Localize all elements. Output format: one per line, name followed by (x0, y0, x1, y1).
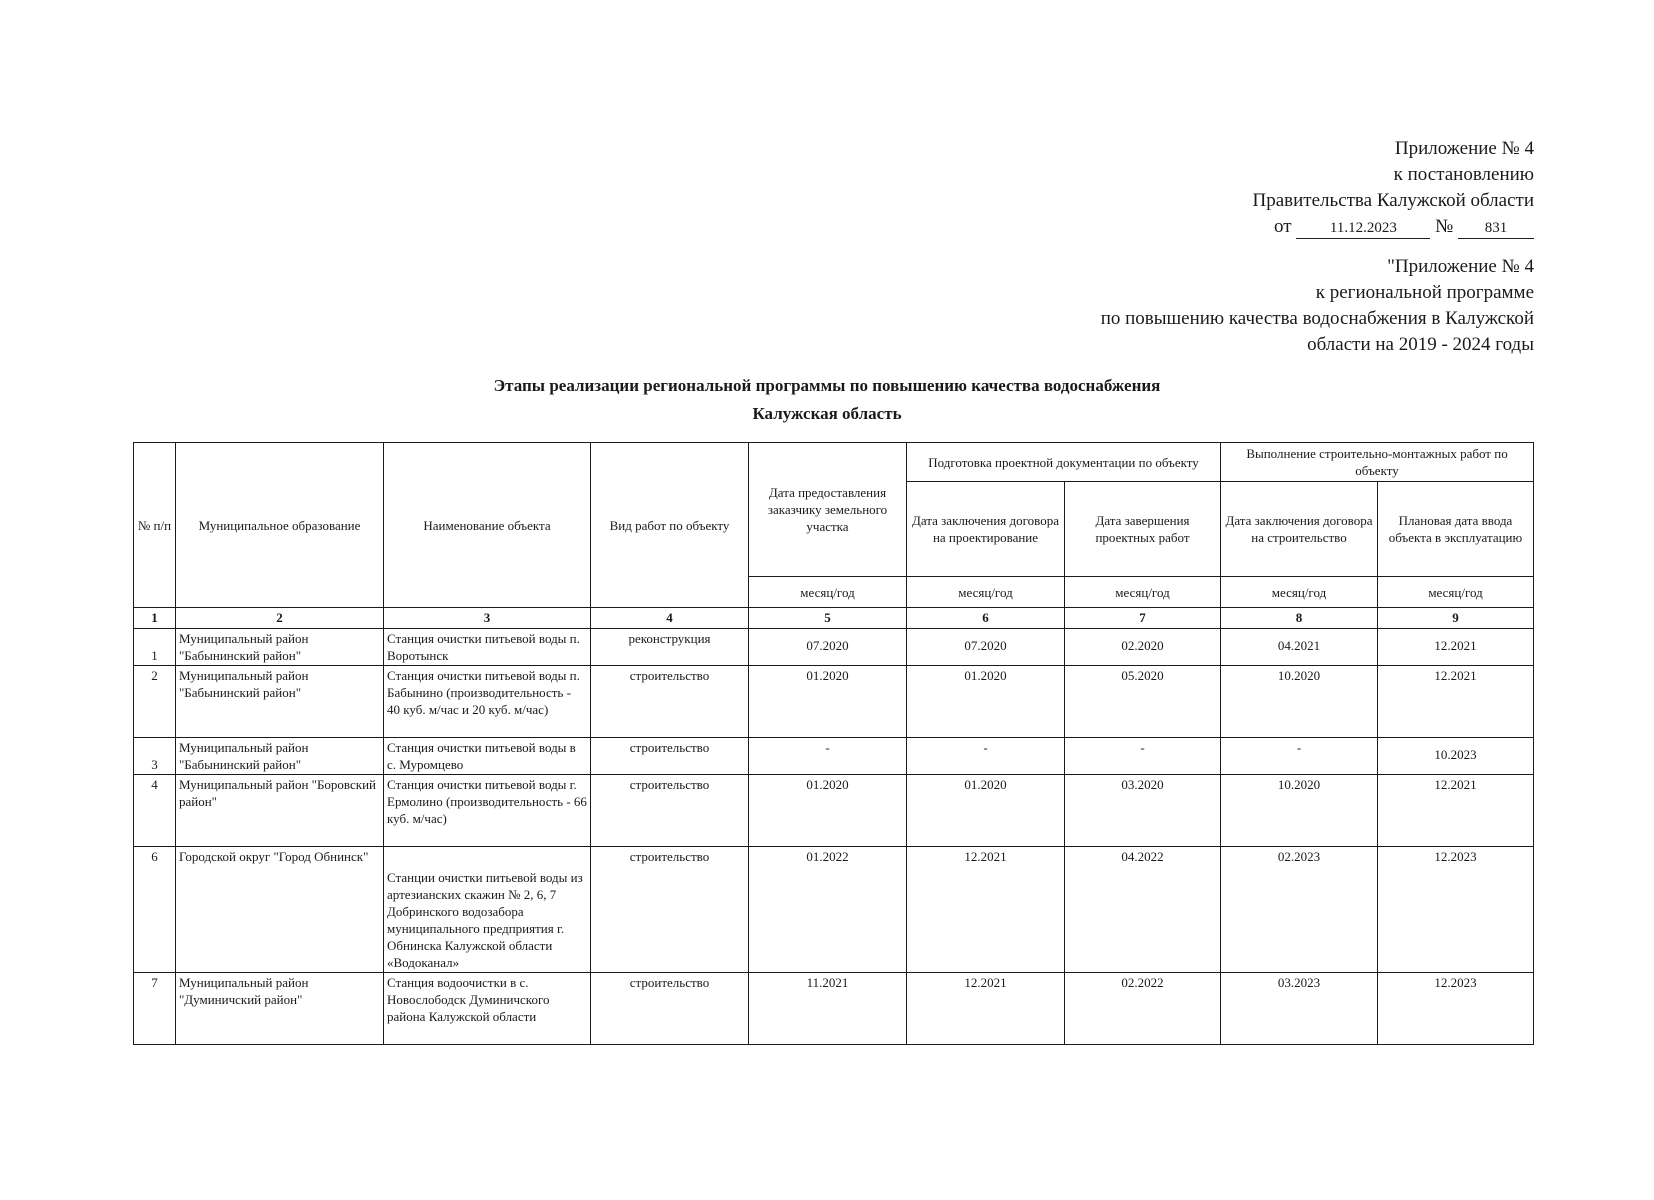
program-ref-line-3: по повышению качества водоснабжения в Калужской (1100, 308, 1534, 329)
column-number: 7 (1065, 608, 1221, 629)
appendix-header (1253, 136, 1534, 240)
header-land-date: Дата предоставления заказчику земельного участка (749, 443, 907, 577)
row-land-date: 07.2020 (749, 629, 907, 666)
row-num: 2 (134, 666, 176, 738)
header-object-name: Наименование объекта (384, 443, 591, 608)
row-num: 3 (134, 738, 176, 775)
row-object-name: Станция очистки питьевой воды в с. Муромцево (384, 738, 591, 775)
column-number: 5 (749, 608, 907, 629)
row-municipality: Муниципальный район "Бабынинский район" (176, 629, 384, 666)
row-design-contract: 12.2021 (907, 973, 1065, 1045)
row-work-type: строительство (591, 666, 749, 738)
row-municipality: Муниципальный район "Боровский район" (176, 775, 384, 847)
appendix-decree: к постановлению (1393, 164, 1534, 185)
row-design-contract: 01.2020 (907, 666, 1065, 738)
row-municipality: Муниципальный район "Думиничский район" (176, 973, 384, 1045)
row-municipality: Муниципальный район "Бабынинский район" (176, 738, 384, 775)
row-object-name: Станция водоочистки в с. Новослободск Думиничского района Калужской области (384, 973, 591, 1045)
title-line-2: Калужская область (752, 404, 902, 423)
column-number: 2 (176, 608, 384, 629)
header-municipality: Муниципальное образование (176, 443, 384, 608)
row-land-date: 01.2020 (749, 775, 907, 847)
row-construction-contract: 03.2023 (1221, 973, 1378, 1045)
row-work-type: строительство (591, 775, 749, 847)
header-design-contract: Дата заключения договора на проектирование (907, 482, 1065, 577)
appendix-title: Приложение № 4 (1394, 138, 1534, 159)
header-unit: месяц/год (907, 577, 1065, 608)
header-num: № п/п (134, 443, 176, 608)
stages-table (133, 442, 1534, 1045)
table-row (134, 847, 1534, 973)
header-commissioning: Плановая дата ввода объекта в эксплуатацию (1378, 482, 1534, 577)
column-number: 8 (1221, 608, 1378, 629)
header-unit: месяц/год (749, 577, 907, 608)
decree-date: 11.12.2023 (1296, 218, 1430, 239)
column-number: 6 (907, 608, 1065, 629)
row-construction-contract: 10.2020 (1221, 666, 1378, 738)
table-row (134, 973, 1534, 1045)
row-land-date: 11.2021 (749, 973, 907, 1045)
row-work-type: реконструкция (591, 629, 749, 666)
row-num: 4 (134, 775, 176, 847)
row-commissioning: 12.2021 (1378, 666, 1534, 738)
row-land-date: - (749, 738, 907, 775)
program-ref-line-4: области на 2019 - 2024 годы (1307, 334, 1534, 355)
column-number: 1 (134, 608, 176, 629)
table-row (134, 629, 1534, 666)
row-commissioning: 12.2023 (1378, 847, 1534, 973)
table-row (134, 738, 1534, 775)
appendix-government: Правительства Калужской области (1252, 190, 1534, 211)
row-work-type: строительство (591, 847, 749, 973)
header-unit: месяц/год (1065, 577, 1221, 608)
column-number: 3 (384, 608, 591, 629)
header-design-end: Дата завершения проектных работ (1065, 482, 1221, 577)
number-label: № (1435, 216, 1454, 237)
header-work-type: Вид работ по объекту (591, 443, 749, 608)
header-construction-group: Выполнение строительно-монтажных работ по объекту (1221, 443, 1534, 482)
row-land-date: 01.2022 (749, 847, 907, 973)
row-object-name: Станция очистки питьевой воды п. Воротынск (384, 629, 591, 666)
row-work-type: строительство (591, 738, 749, 775)
row-commissioning: 10.2023 (1378, 738, 1534, 775)
row-work-type: строительство (591, 973, 749, 1045)
row-construction-contract: 04.2021 (1221, 629, 1378, 666)
row-design-end: 02.2022 (1065, 973, 1221, 1045)
row-municipality: Городской округ "Город Обнинск" (176, 847, 384, 973)
column-number: 9 (1378, 608, 1534, 629)
row-object-name: Станции очистки питьевой воды из артезианских скажин № 2, 6, 7 Добринского водозабора муниципального предприятия г. Обнинска Калужской области «Водоканал» (384, 847, 591, 973)
from-label: от (1274, 216, 1292, 237)
row-design-contract: 01.2020 (907, 775, 1065, 847)
header-unit: месяц/год (1221, 577, 1378, 608)
row-construction-contract: - (1221, 738, 1378, 775)
header-construction-contract: Дата заключения договора на строительство (1221, 482, 1378, 577)
row-num: 6 (134, 847, 176, 973)
column-number: 4 (591, 608, 749, 629)
row-design-end: 05.2020 (1065, 666, 1221, 738)
row-object-name: Станция очистки питьевой воды п. Бабынино (производительность - 40 куб. м/час и 20 куб. м/час) (384, 666, 591, 738)
appendix-date-line (1253, 214, 1534, 240)
program-reference (1101, 254, 1534, 358)
row-num: 1 (134, 629, 176, 666)
row-object-name: Станция очистки питьевой воды г. Ермолино (производительность - 66 куб. м/час) (384, 775, 591, 847)
row-design-contract: 07.2020 (907, 629, 1065, 666)
row-construction-contract: 10.2020 (1221, 775, 1378, 847)
title-line-1: Этапы реализации региональной программы по повышению качества водоснабжения (493, 376, 1161, 395)
table-row (134, 666, 1534, 738)
program-ref-line-2: к региональной программе (1315, 282, 1534, 303)
row-land-date: 01.2020 (749, 666, 907, 738)
table-row (134, 775, 1534, 847)
row-construction-contract: 02.2023 (1221, 847, 1378, 973)
row-commissioning: 12.2021 (1378, 629, 1534, 666)
row-design-contract: - (907, 738, 1065, 775)
row-commissioning: 12.2021 (1378, 775, 1534, 847)
row-design-end: 04.2022 (1065, 847, 1221, 973)
header-unit: месяц/год (1378, 577, 1534, 608)
program-ref-line-1: "Приложение № 4 (1387, 256, 1534, 277)
column-number-row (134, 608, 1534, 629)
document-title (0, 372, 1654, 428)
row-design-end: - (1065, 738, 1221, 775)
row-design-contract: 12.2021 (907, 847, 1065, 973)
row-design-end: 03.2020 (1065, 775, 1221, 847)
decree-number: 831 (1458, 218, 1534, 239)
row-design-end: 02.2020 (1065, 629, 1221, 666)
row-municipality: Муниципальный район "Бабынинский район" (176, 666, 384, 738)
header-design-group: Подготовка проектной документации по объекту (907, 443, 1221, 482)
row-commissioning: 12.2023 (1378, 973, 1534, 1045)
row-num: 7 (134, 973, 176, 1045)
